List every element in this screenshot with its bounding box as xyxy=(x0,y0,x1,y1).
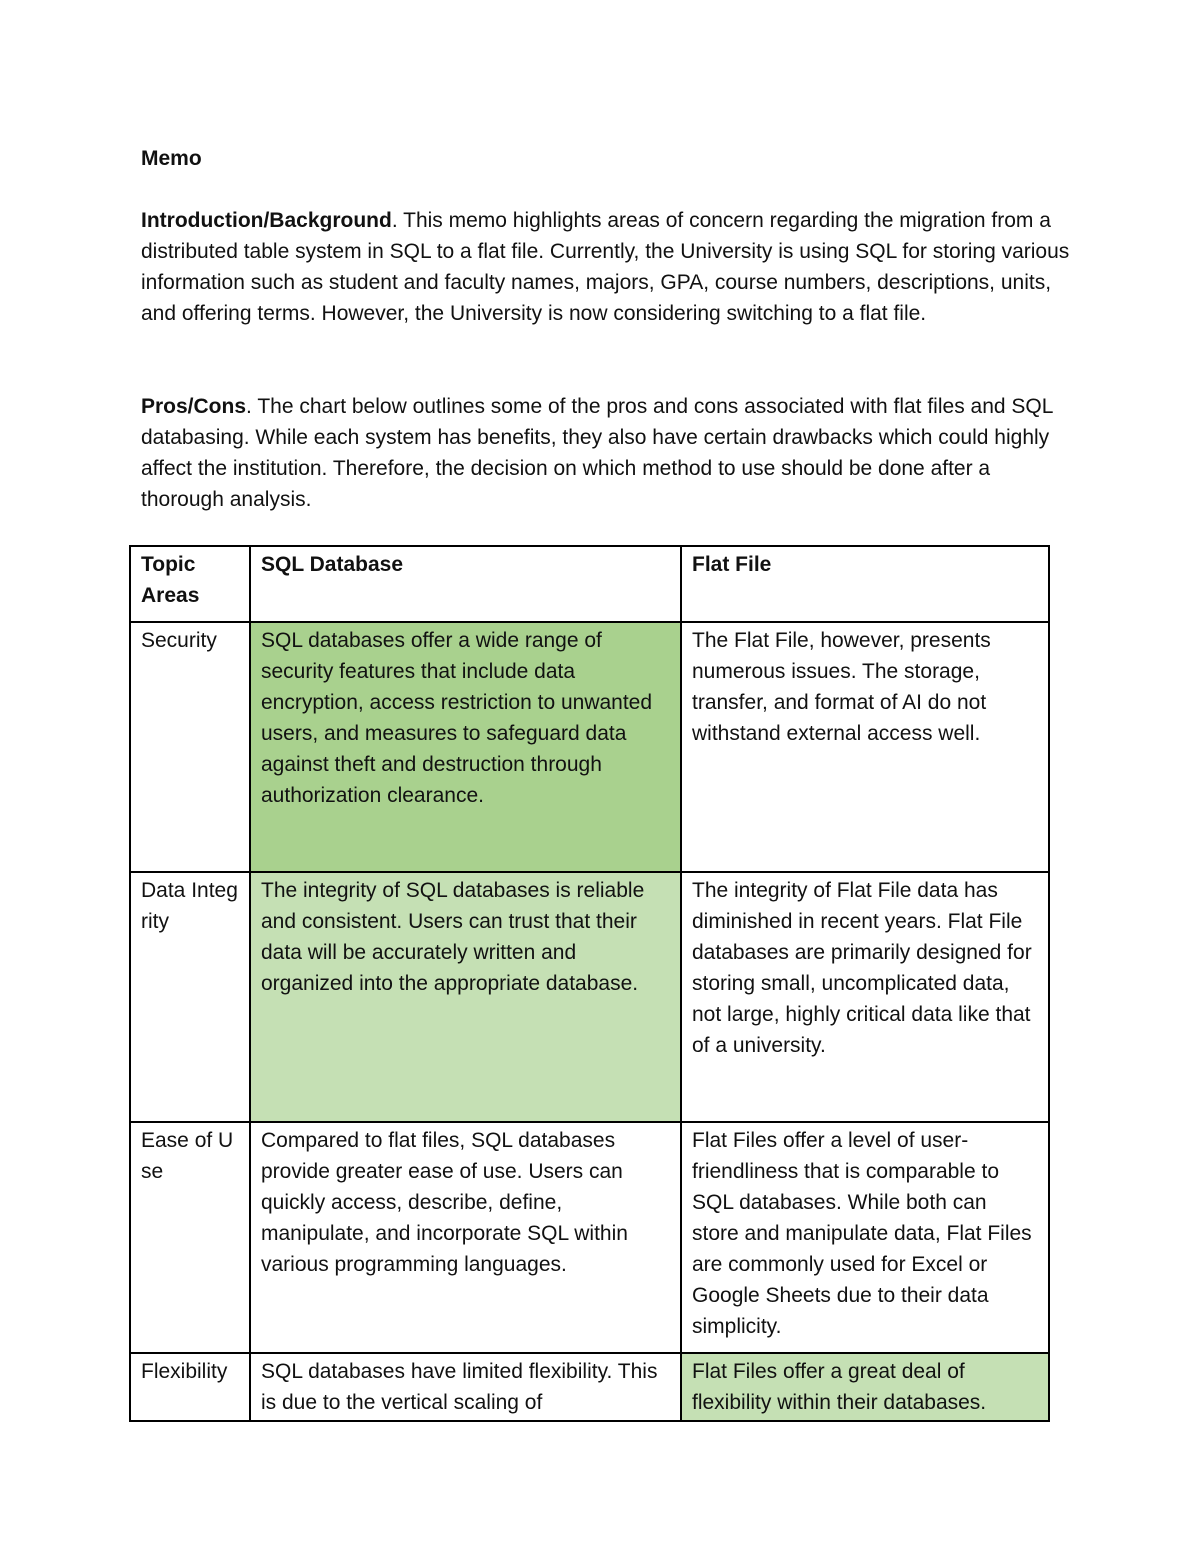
pros-cons-heading: Pros/Cons xyxy=(141,395,247,418)
header-sql-database: SQL Database xyxy=(250,546,681,622)
topic-cell: Flexibility xyxy=(130,1353,250,1421)
intro-paragraph xyxy=(141,205,1071,329)
sql-cell: SQL databases have limited flexibility. This is due to the vertical scaling of xyxy=(250,1353,681,1421)
flat-file-cell: The integrity of Flat File data has diminished in recent years. Flat File databases are primarily designed for storing small, uncomplicated data, not large, highly critical data like that of a university. xyxy=(681,872,1049,1122)
flat-file-cell: Flat Files offer a level of user-friendliness that is comparable to SQL databases. While both can store and manipulate data, Flat Files are commonly used for Excel or Google Sheets due to their data simplicity. xyxy=(681,1122,1049,1353)
topic-cell: Security xyxy=(130,622,250,872)
flat-file-cell: Flat Files offer a great deal of flexibility within their databases. xyxy=(681,1353,1049,1421)
pros-cons-paragraph xyxy=(141,391,1071,515)
table-row xyxy=(130,1122,1049,1353)
table-row xyxy=(130,622,1049,872)
sql-cell: The integrity of SQL databases is reliable and consistent. Users can trust that their data will be accurately written and organized into the appropriate database. xyxy=(250,872,681,1122)
pros-cons-text: . The chart below outlines some of the pros and cons associated with flat files and SQL databasing. While each system has benefits, they also have certain drawbacks which could highly affect the institution. Therefore, the decision on which method to use should be done after a thorough analysis. xyxy=(141,395,1053,511)
table-header-row xyxy=(130,546,1049,622)
sql-cell: Compared to flat files, SQL databases provide greater ease of use. Users can quickly access, describe, define, manipulate, and incorporate SQL within various programming languages. xyxy=(250,1122,681,1353)
memo-title: Memo xyxy=(141,147,202,170)
topic-cell: Data Integrity xyxy=(130,872,250,1122)
header-flat-file: Flat File xyxy=(681,546,1049,622)
header-topic-areas: Topic Areas xyxy=(130,546,250,622)
table-row xyxy=(130,872,1049,1122)
table-row xyxy=(130,1353,1049,1421)
intro-heading: Introduction/Background xyxy=(141,209,392,232)
topic-cell: Ease of Use xyxy=(130,1122,250,1353)
intro-text: . This memo highlights areas of concern regarding the migration from a distributed table system in SQL to a flat file. Currently, the University is using SQL for storing various information such as student and faculty names, majors, GPA, course numbers, descriptions, units, and offering terms. However, the University is now considering switching to a flat file. xyxy=(141,209,1070,325)
comparison-table xyxy=(129,545,1050,1422)
sql-cell: SQL databases offer a wide range of security features that include data encryption, access restriction to unwanted users, and measures to safeguard data against theft and destruction through authorization clearance. xyxy=(250,622,681,872)
flat-file-cell: The Flat File, however, presents numerous issues. The storage, transfer, and format of AI do not withstand external access well. xyxy=(681,622,1049,872)
